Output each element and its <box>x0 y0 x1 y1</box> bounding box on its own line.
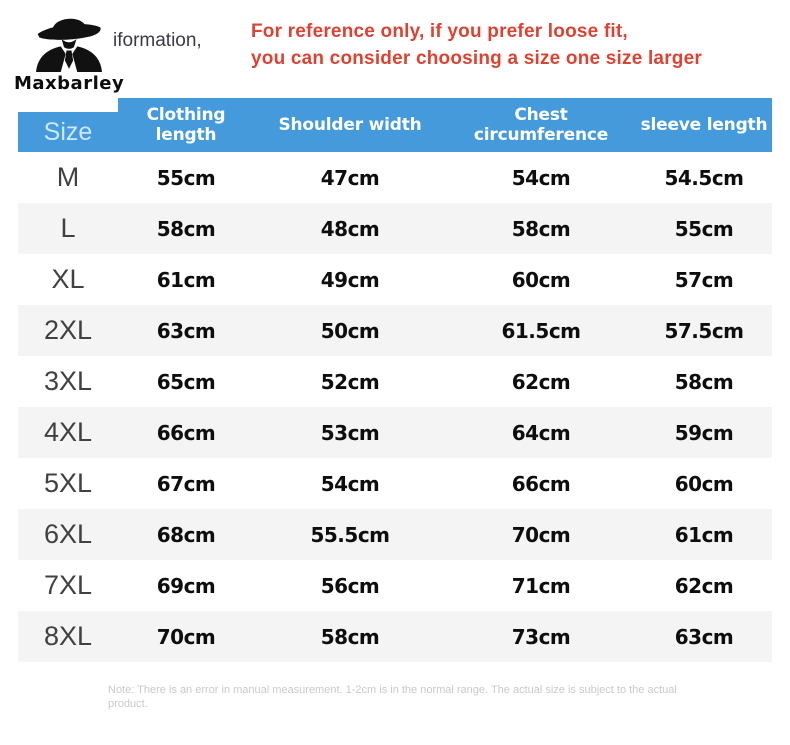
measurement-value: 60cm <box>511 267 571 292</box>
column-header-clothing-length: Clothing length <box>146 105 226 145</box>
measurement-value: 47cm <box>320 165 380 190</box>
measurement-value: 61.5cm <box>501 318 581 343</box>
table-row-7xl <box>18 560 772 611</box>
table-row-8xl <box>18 611 772 662</box>
measurement-value: 58cm <box>674 369 734 394</box>
size-label: L <box>60 213 76 243</box>
measurement-value: 58cm <box>156 216 216 241</box>
measurement-value: 60cm <box>674 471 734 496</box>
notice-line-2: you can consider choosing a size one size larger <box>251 48 702 69</box>
table-row-2xl <box>18 305 772 356</box>
measurement-value: 54cm <box>320 471 380 496</box>
table-row-5xl <box>18 458 772 509</box>
measurement-value: 54.5cm <box>664 165 744 190</box>
size-label: 6XL <box>43 519 93 549</box>
measurement-value: 66cm <box>511 471 571 496</box>
size-label: 4XL <box>43 417 93 447</box>
measurement-value: 67cm <box>156 471 216 496</box>
table-row-3xl <box>18 356 772 407</box>
size-table-body <box>18 152 772 662</box>
size-table <box>18 98 772 662</box>
measurement-value: 61cm <box>156 267 216 292</box>
measurement-value: 73cm <box>511 624 571 649</box>
brand-logo-man-with-hat-icon <box>27 6 111 72</box>
brand-name: Maxbarley <box>14 73 125 94</box>
measurement-value: 62cm <box>674 573 734 598</box>
size-label: 3XL <box>43 366 93 396</box>
measurement-value: 63cm <box>156 318 216 343</box>
measurement-value: 57.5cm <box>664 318 744 343</box>
measurement-value: 48cm <box>320 216 380 241</box>
size-label: 8XL <box>43 621 93 651</box>
size-table-header <box>18 98 772 152</box>
measurement-value: 50cm <box>320 318 380 343</box>
column-header-size: Size <box>18 112 118 152</box>
table-row-m <box>18 152 772 203</box>
measurement-value: 69cm <box>156 573 216 598</box>
size-table-header-bar <box>118 98 772 152</box>
table-row-6xl <box>18 509 772 560</box>
size-label: XL <box>51 264 85 294</box>
measurement-value: 71cm <box>511 573 571 598</box>
measurement-value: 70cm <box>156 624 216 649</box>
column-header-shoulder-width: Shoulder width <box>278 115 422 135</box>
column-header-sleeve-length: sleeve length <box>640 115 768 135</box>
size-label: 7XL <box>43 570 93 600</box>
table-row-xl <box>18 254 772 305</box>
measurement-value: 55.5cm <box>310 522 390 547</box>
measurement-value: 58cm <box>320 624 380 649</box>
measurement-value: 56cm <box>320 573 380 598</box>
measurement-value: 61cm <box>674 522 734 547</box>
measurement-value: 55cm <box>156 165 216 190</box>
measurement-value: 65cm <box>156 369 216 394</box>
size-label: 2XL <box>43 315 93 345</box>
measurement-value: 58cm <box>511 216 571 241</box>
measurement-value: 57cm <box>674 267 734 292</box>
table-row-4xl <box>18 407 772 458</box>
notice-line-1: For reference only, if you prefer loose fit, <box>251 21 628 42</box>
loose-fit-notice <box>251 18 702 72</box>
measurement-value: 52cm <box>320 369 380 394</box>
measurement-value: 53cm <box>320 420 380 445</box>
size-label: M <box>56 162 80 192</box>
measurement-value: 55cm <box>674 216 734 241</box>
measurement-note: Note: There is an error in manual measurement. 1-2cm is in the normal range. The actual size is subject to the actual product. <box>108 684 677 710</box>
table-row-l <box>18 203 772 254</box>
measurement-value: 63cm <box>674 624 734 649</box>
measurement-value: 64cm <box>511 420 571 445</box>
column-header-chest-circumference: Chest circumference <box>473 105 609 145</box>
measurement-value: 66cm <box>156 420 216 445</box>
measurement-value: 59cm <box>674 420 734 445</box>
partial-info-text: iformation, <box>113 30 202 51</box>
size-label: 5XL <box>43 468 93 498</box>
measurement-value: 68cm <box>156 522 216 547</box>
measurement-value: 62cm <box>511 369 571 394</box>
measurement-value: 49cm <box>320 267 380 292</box>
brand <box>14 6 124 94</box>
measurement-value: 54cm <box>511 165 571 190</box>
measurement-value: 70cm <box>511 522 571 547</box>
